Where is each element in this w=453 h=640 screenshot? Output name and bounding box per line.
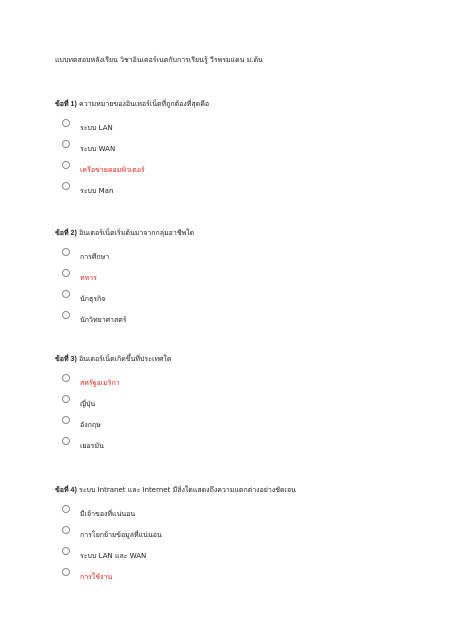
radio-button[interactable]	[62, 416, 70, 424]
option-item[interactable]	[62, 526, 435, 547]
option-item[interactable]	[62, 290, 435, 311]
option-label: ระบบ LAN และ WAN	[80, 552, 147, 560]
question-prompt: อินเตอร์เน็ตเริ่มต้นมาจากกลุ่มอาชีพใด	[79, 229, 195, 237]
radio-button[interactable]	[62, 437, 70, 445]
question-2	[55, 228, 435, 332]
radio-button[interactable]	[62, 526, 70, 534]
radio-button[interactable]	[62, 182, 70, 190]
question-text	[55, 354, 435, 365]
option-label: ระบบ LAN	[80, 124, 113, 132]
option-label: ญี่ปุ่น	[80, 400, 96, 408]
option-label-correct: สหรัฐอเมริกา	[80, 379, 120, 387]
question-number: ข้อที่ 4)	[55, 487, 77, 494]
option-item[interactable]	[62, 140, 435, 161]
option-label: อังกฤษ	[80, 421, 101, 429]
radio-button[interactable]	[62, 290, 70, 298]
option-label: มีเจ้าของที่แน่นอน	[80, 510, 136, 518]
option-label: การศึกษา	[80, 253, 110, 261]
question-number: ข้อที่ 1)	[55, 101, 77, 108]
radio-button[interactable]	[62, 311, 70, 319]
option-item[interactable]	[62, 269, 435, 290]
option-label-correct: การใช้งาน	[80, 573, 113, 581]
option-list	[55, 248, 435, 332]
question-text	[55, 228, 435, 239]
radio-button[interactable]	[62, 547, 70, 555]
radio-button[interactable]	[62, 161, 70, 169]
option-item[interactable]	[62, 248, 435, 269]
option-item[interactable]	[62, 568, 435, 589]
page-title: แบบทดสอบหลังเรียน วิชาอินเตอร์เนตกับการเรียนรู้ วีรพรมแดน ม.ต้น	[55, 56, 263, 64]
question-number: ข้อที่ 3)	[55, 356, 77, 363]
option-label-correct: ทหาร	[80, 274, 97, 282]
question-1	[55, 99, 435, 203]
option-label: เยอรมัน	[80, 442, 104, 450]
radio-button[interactable]	[62, 269, 70, 277]
option-item[interactable]	[62, 505, 435, 526]
question-prompt: ความหมายของอินเทอร์เน็ตที่ถูกต้องที่สุดคือ	[79, 100, 210, 108]
option-list	[55, 119, 435, 203]
question-3	[55, 354, 435, 458]
question-prompt: ระบบ Intranet และ Internet มีสิ่งใดแสดงถึงความแตกต่างอย่างชัดเจน	[79, 486, 296, 494]
question-text	[55, 485, 435, 496]
option-item[interactable]	[62, 161, 435, 182]
option-item[interactable]	[62, 416, 435, 437]
question-4	[55, 485, 435, 589]
option-list	[55, 505, 435, 589]
radio-button[interactable]	[62, 119, 70, 127]
radio-button[interactable]	[62, 374, 70, 382]
question-text	[55, 99, 435, 110]
question-number: ข้อที่ 2)	[55, 230, 77, 237]
option-item[interactable]	[62, 374, 435, 395]
option-item[interactable]	[62, 395, 435, 416]
radio-button[interactable]	[62, 248, 70, 256]
option-label: ระบบ WAN	[80, 145, 116, 153]
option-label: นักธุรกิจ	[80, 295, 106, 303]
question-prompt: อินเตอร์เน็ตเกิดขึ้นที่ประเทศใด	[79, 355, 172, 363]
option-label: การโยกย้ายข้อมูลที่แน่นอน	[80, 531, 162, 539]
option-label-correct: เครือข่ายคอมพิวเตอร์	[80, 166, 145, 174]
option-list	[55, 374, 435, 458]
option-item[interactable]	[62, 182, 435, 203]
option-label: ระบบ Man	[80, 187, 114, 195]
option-label: นักวิทยาศาสตร์	[80, 316, 127, 324]
option-item[interactable]	[62, 119, 435, 140]
option-item[interactable]	[62, 437, 435, 458]
radio-button[interactable]	[62, 505, 70, 513]
radio-button[interactable]	[62, 568, 70, 576]
option-item[interactable]	[62, 311, 435, 332]
option-item[interactable]	[62, 547, 435, 568]
radio-button[interactable]	[62, 140, 70, 148]
radio-button[interactable]	[62, 395, 70, 403]
